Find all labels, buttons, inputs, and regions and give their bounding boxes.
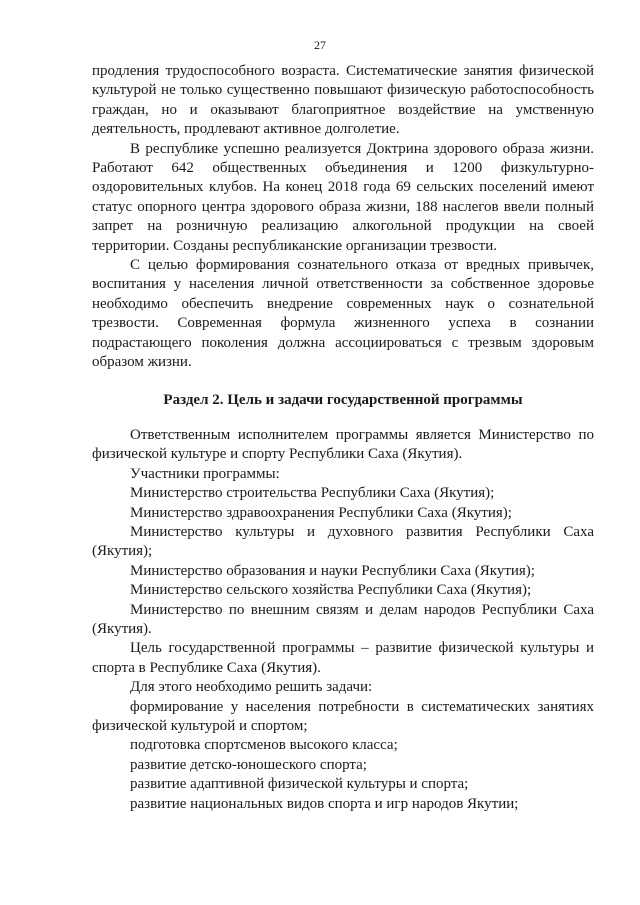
section-heading: Раздел 2. Цель и задачи государственной программы: [163, 391, 523, 408]
list-item: Министерство сельского хозяйства Республики Саха (Якутия);: [130, 582, 532, 599]
list-item: Министерство по внешним связям и делам народов Республики Саха (Якутия).: [92, 601, 594, 637]
list-item: Участники программы:: [130, 465, 280, 482]
list-item: формирование у населения потребности в систематических занятиях физической культурой и спортом;: [92, 698, 594, 734]
paragraph: Для этого необходимо решить задачи:: [130, 679, 373, 696]
list-item: Министерство здравоохранения Республики Саха (Якутия);: [130, 504, 512, 521]
list-item: развитие национальных видов спорта и игр народов Якутии;: [130, 795, 519, 812]
paragraph: В республике успешно реализуется Доктрина здорового образа жизни. Работают 642 общественных объединения и 1200 физкультурно-оздоровительных клубов. На конец 2018 года 69 сельских поселений имеют статус опорного центра здорового образа жизни, 188 наслегов ввели полный запрет на розничную реализацию алкогольной продукции на своей территории. Созданы республиканские организации трезвости.: [92, 140, 594, 254]
list-item: Министерство строительства Республики Саха (Якутия);: [130, 485, 495, 502]
list-item: Министерство культуры и духовного развития Республики Саха (Якутия);: [92, 523, 594, 560]
bottom-paragraphs: [92, 426, 594, 814]
page-number: 27: [314, 38, 326, 52]
list-item: развитие адаптивной физической культуры и спорта;: [130, 776, 469, 793]
list-item: Министерство образования и науки Республики Саха (Якутия);: [130, 562, 535, 579]
list-item: подготовка спортсменов высокого класса;: [130, 737, 398, 754]
paragraph: Ответственным исполнителем программы является Министерство по физической культуре и спорту Республики Саха (Якутия).: [92, 426, 594, 463]
list-item: развитие детско-юношеского спорта;: [130, 756, 367, 773]
paragraph: С целью формирования сознательного отказа от вредных привычек, воспитания у населения личной ответственности за собственное здоровье необходимо обеспечить внедрение современных наук о сознательной трезвости. Современная формула жизненного успеха в сознании подрастающего поколения должна ассоциироваться с трезвым здоровым образом жизни.: [92, 257, 594, 371]
top-paragraphs: [92, 62, 594, 373]
paragraph: продления трудоспособного возраста. Систематические занятия физической культурой не только существенно повышают физическую работоспособность граждан, но и оказывают благоприятное воздействие на умственную деятельность, продлевают активное долголетие.: [92, 63, 594, 138]
paragraph: Цель государственной программы – развитие физической культуры и спорта в Республике Саха (Якутия).: [92, 640, 594, 676]
body-text: [92, 62, 594, 814]
